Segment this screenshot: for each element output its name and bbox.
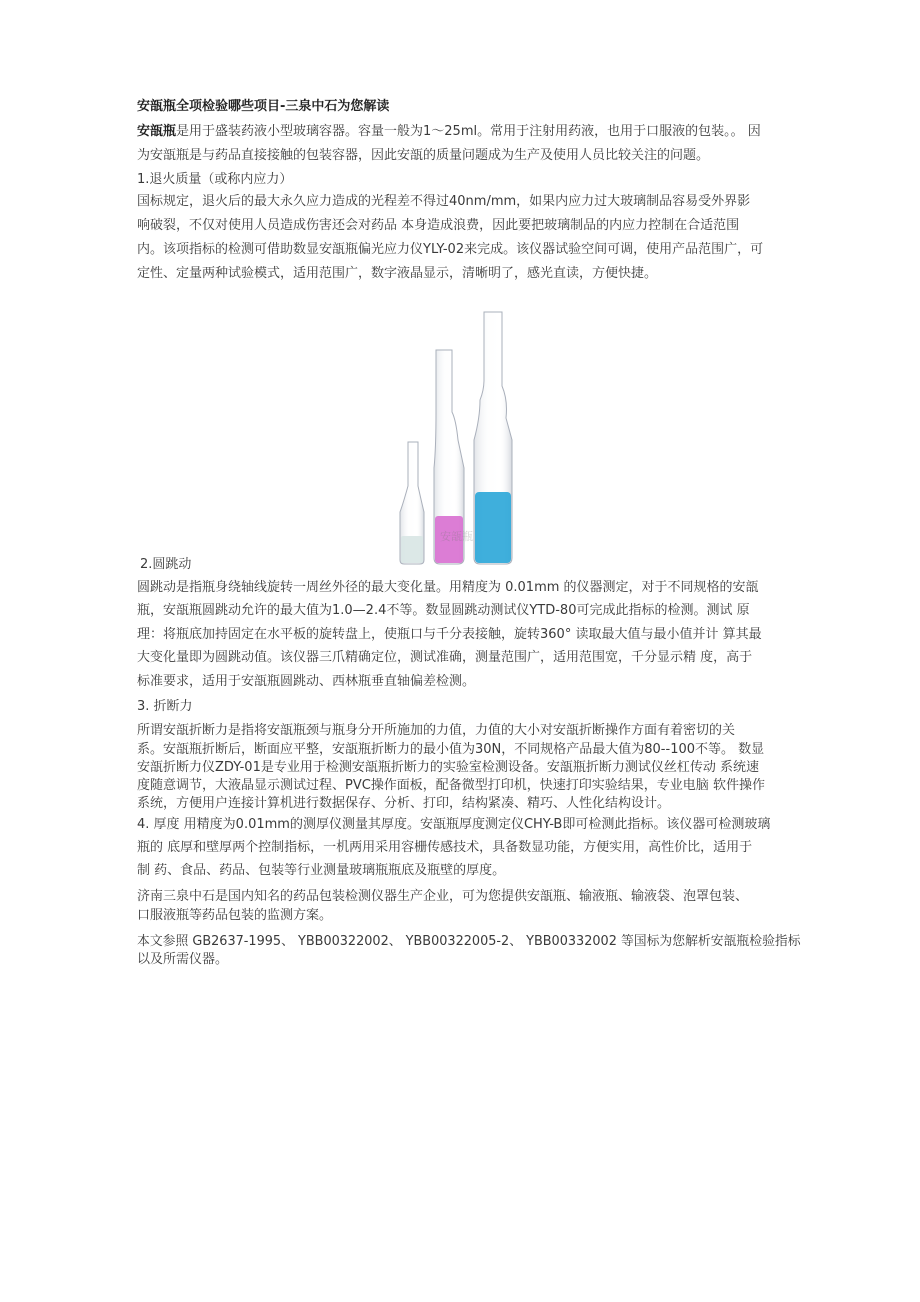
section4-line: 瓶的 底厚和壁厚两个控制指标，一机两用采用容栅传感技术，具备数显功能，方便实用，高性价比，适用于	[137, 840, 753, 855]
section3-heading: 3. 折断力	[137, 699, 193, 714]
section1-line: 定性、定量两种试验模式，适用范围广，数字液晶显示，清晰明了，感光直读，方便快捷。	[137, 266, 658, 281]
section3-line: 系统，方便用户连接计算机进行数据保存、分析、打印，结构紧凑、精巧、人性化结构设计。	[137, 796, 671, 811]
ampoule-large-liquid	[475, 492, 511, 563]
section1-line: 内。该项指标的检测可借助数显安瓿瓶偏光应力仪YLY-02来完成。该仪器试验空间可调，使用产品范围广，可	[137, 242, 764, 257]
intro-line-1-rest: 是用于盛装药液小型玻璃容器。容量一般为1～25ml。常用于注射用药液，也用于口服液的包装。。 因	[176, 124, 761, 139]
section3-line: 所谓安瓿折断力是指将安瓿瓶颈与瓶身分开所施加的力值，力值的大小对安瓿折断操作方面有着密切的关	[137, 723, 736, 738]
section2-line: 瓶，安瓿瓶圆跳动允许的最大值为1.0—2.4不等。数显圆跳动测试仪YTD-80可完成此指标的检测。测试 原	[137, 603, 750, 618]
section1-heading: 1.退火质量（或称内应力）	[137, 172, 293, 187]
section2-line: 理：将瓶底加持固定在水平板的旋转盘上，使瓶口与千分表接触，旋转360° 读取最大值与最小值并计 算其最	[137, 627, 762, 642]
company-line: 口服液瓶等药品包装的监测方案。	[137, 908, 333, 923]
intro-line-2: 为安瓿瓶是与药品直接接触的包装容器，因此安瓿的质量问题成为生产及使用人员比较关注的问题。	[137, 148, 710, 163]
section1-line: 国标规定，退火后的最大永久应力造成的光程差不得过40nm/mm，如果内应力过大玻璃制品容易受外界影	[137, 194, 751, 209]
ampoule-small-liquid	[401, 536, 423, 563]
reference-line: 本文参照 GB2637-1995、 YBB00322002、 YBB00322005-2、 YBB00332002 等国标为您解析安瓿瓶检验指标	[137, 934, 801, 949]
section2-heading: 2.圆跳动	[140, 557, 192, 572]
ampoule-small	[400, 442, 424, 564]
section2-line: 大变化量即为圆跳动值。该仪器三爪精确定位，测试准确，测量范围广，适用范围宽，千分显示精 度，高于	[137, 650, 753, 665]
section2-line: 圆跳动是指瓶身绕轴线旋转一周丝外径的最大变化量。用精度为 0.01mm 的仪器测定，对于不同规格的安瓿	[137, 580, 759, 595]
company-line: 济南三泉中石是国内知名的药品包装检测仪器生产企业，可为您提供安瓿瓶、输液瓶、输液袋、泡罩包装、	[137, 889, 749, 904]
image-watermark: 安瓿瓶	[440, 530, 473, 543]
section3-line: 安瓿折断力仪ZDY-01是专业用于检测安瓿瓶折断力的实验室检测设备。安瓿瓶折断力测试仪丝杠传动 系统速	[137, 760, 759, 775]
document-title: 安瓿瓶全项检验哪些项目-三泉中石为您解读	[137, 99, 390, 114]
intro-bold-term: 安瓿瓶	[137, 124, 177, 139]
ampoule-large	[474, 312, 512, 564]
reference-line: 以及所需仪器。	[137, 952, 229, 967]
section4-line: 4. 厚度 用精度为0.01mm的测厚仪测量其厚度。安瓿瓶厚度测定仪CHY-B即可检测此指标。该仪器可检测玻璃	[137, 817, 771, 832]
section1-line: 响破裂，不仅对使用人员造成伤害还会对药品 本身造成浪费，因此要把玻璃制品的内应力控制在合适范围	[137, 218, 740, 233]
section4-line: 制 药、食品、药品、包装等行业测量玻璃瓶瓶底及瓶壁的厚度。	[137, 863, 506, 878]
section3-line: 度随意调节，大液晶显示测试过程、PVC操作面板，配备微型打印机，快速打印实验结果，专业电脑 软件操作	[137, 778, 765, 793]
section2-line: 标准要求，适用于安瓿瓶圆跳动、西林瓶垂直轴偏差检测。	[137, 674, 476, 689]
section3-line: 系。安瓿瓶折断后，断面应平整，安瓿瓶折断力的最小值为30N，不同规格产品最大值为80--100不等。 数显	[137, 742, 765, 757]
intro-line-1	[137, 124, 761, 140]
